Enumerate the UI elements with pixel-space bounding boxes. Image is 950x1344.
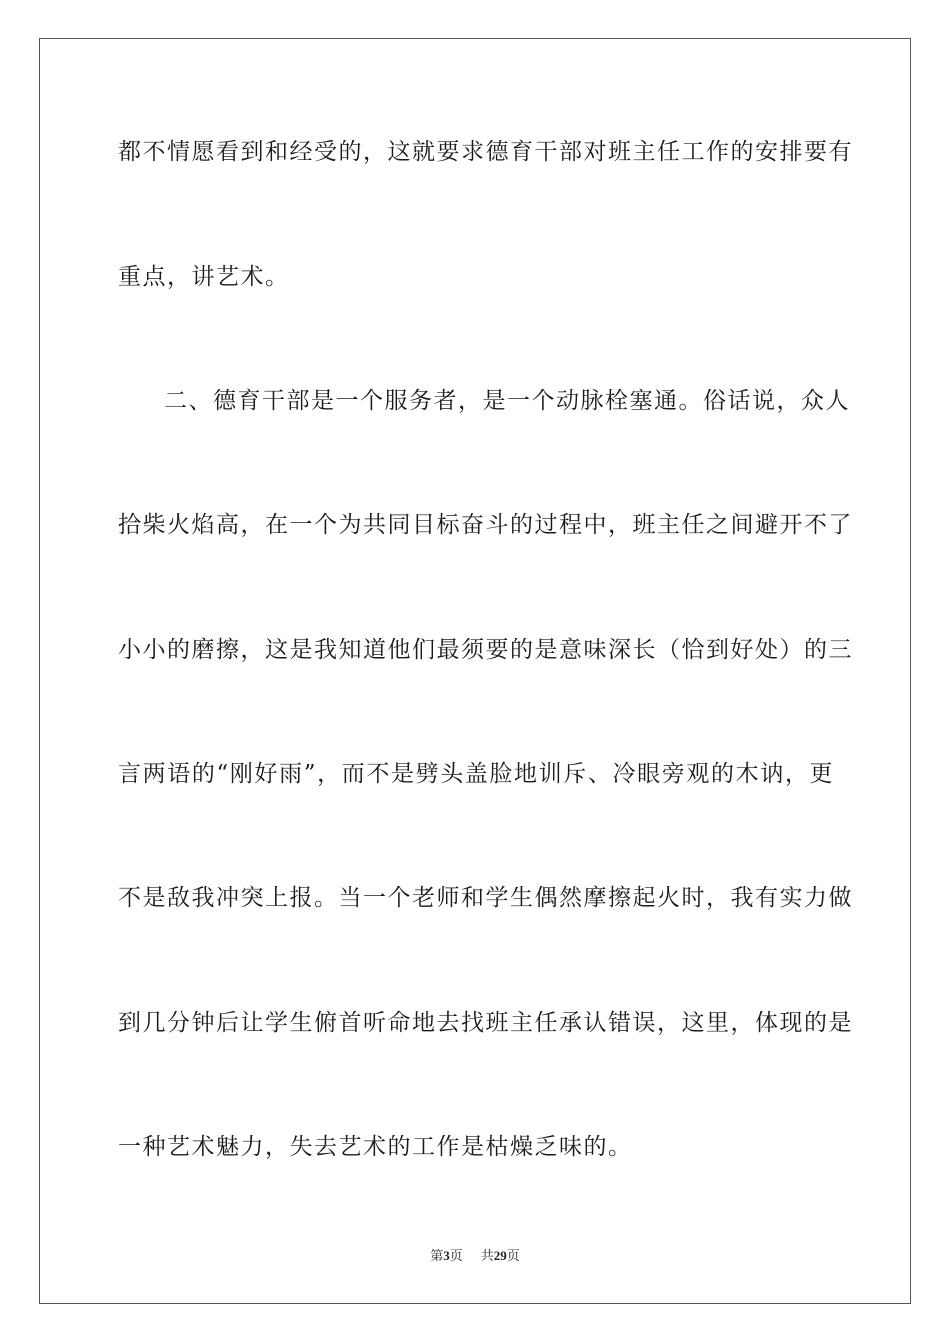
footer-total-suffix: 页 [506, 1248, 520, 1263]
footer-total-prefix: 共 [480, 1248, 494, 1263]
body-text-line-9: 一种艺术魅力，失去艺术的工作是枯燥乏味的。 [118, 1134, 633, 1160]
body-text-line-4: 拾柴火焰高，在一个为共同目标奋斗的过程中，班主任之间避开不了 [118, 512, 853, 538]
body-text-line-8: 到几分钟后让学生俯首听命地去找班主任承认错误，这里，体现的是 [118, 1010, 853, 1036]
body-text-line-3: 二、德育干部是一个服务者，是一个动脉栓塞通。俗话说，众人 [164, 388, 850, 414]
body-text-line-7: 不是敌我冲突上报。当一个老师和学生偶然摩擦起火时，我有实力做 [118, 885, 853, 911]
footer-page-number: 3 [443, 1248, 450, 1263]
page-footer [0, 1247, 950, 1265]
body-text-line-1: 都不情愿看到和经受的，这就要求德育干部对班主任工作的安排要有 [118, 139, 853, 165]
body-text-line-5: 小小的磨擦，这是我知道他们最须要的是意味深长（恰到好处）的三 [118, 637, 853, 663]
footer-page-suffix: 页 [449, 1248, 463, 1263]
page-border [39, 38, 911, 1304]
body-text-line-6: 言两语的“刚好雨”，而不是劈头盖脸地训斥、冷眼旁观的木讷，更 [118, 761, 834, 787]
footer-total-pages: 29 [493, 1248, 507, 1263]
body-text-line-2: 重点，讲艺术。 [118, 264, 290, 290]
footer-page-prefix: 第 [430, 1248, 444, 1263]
